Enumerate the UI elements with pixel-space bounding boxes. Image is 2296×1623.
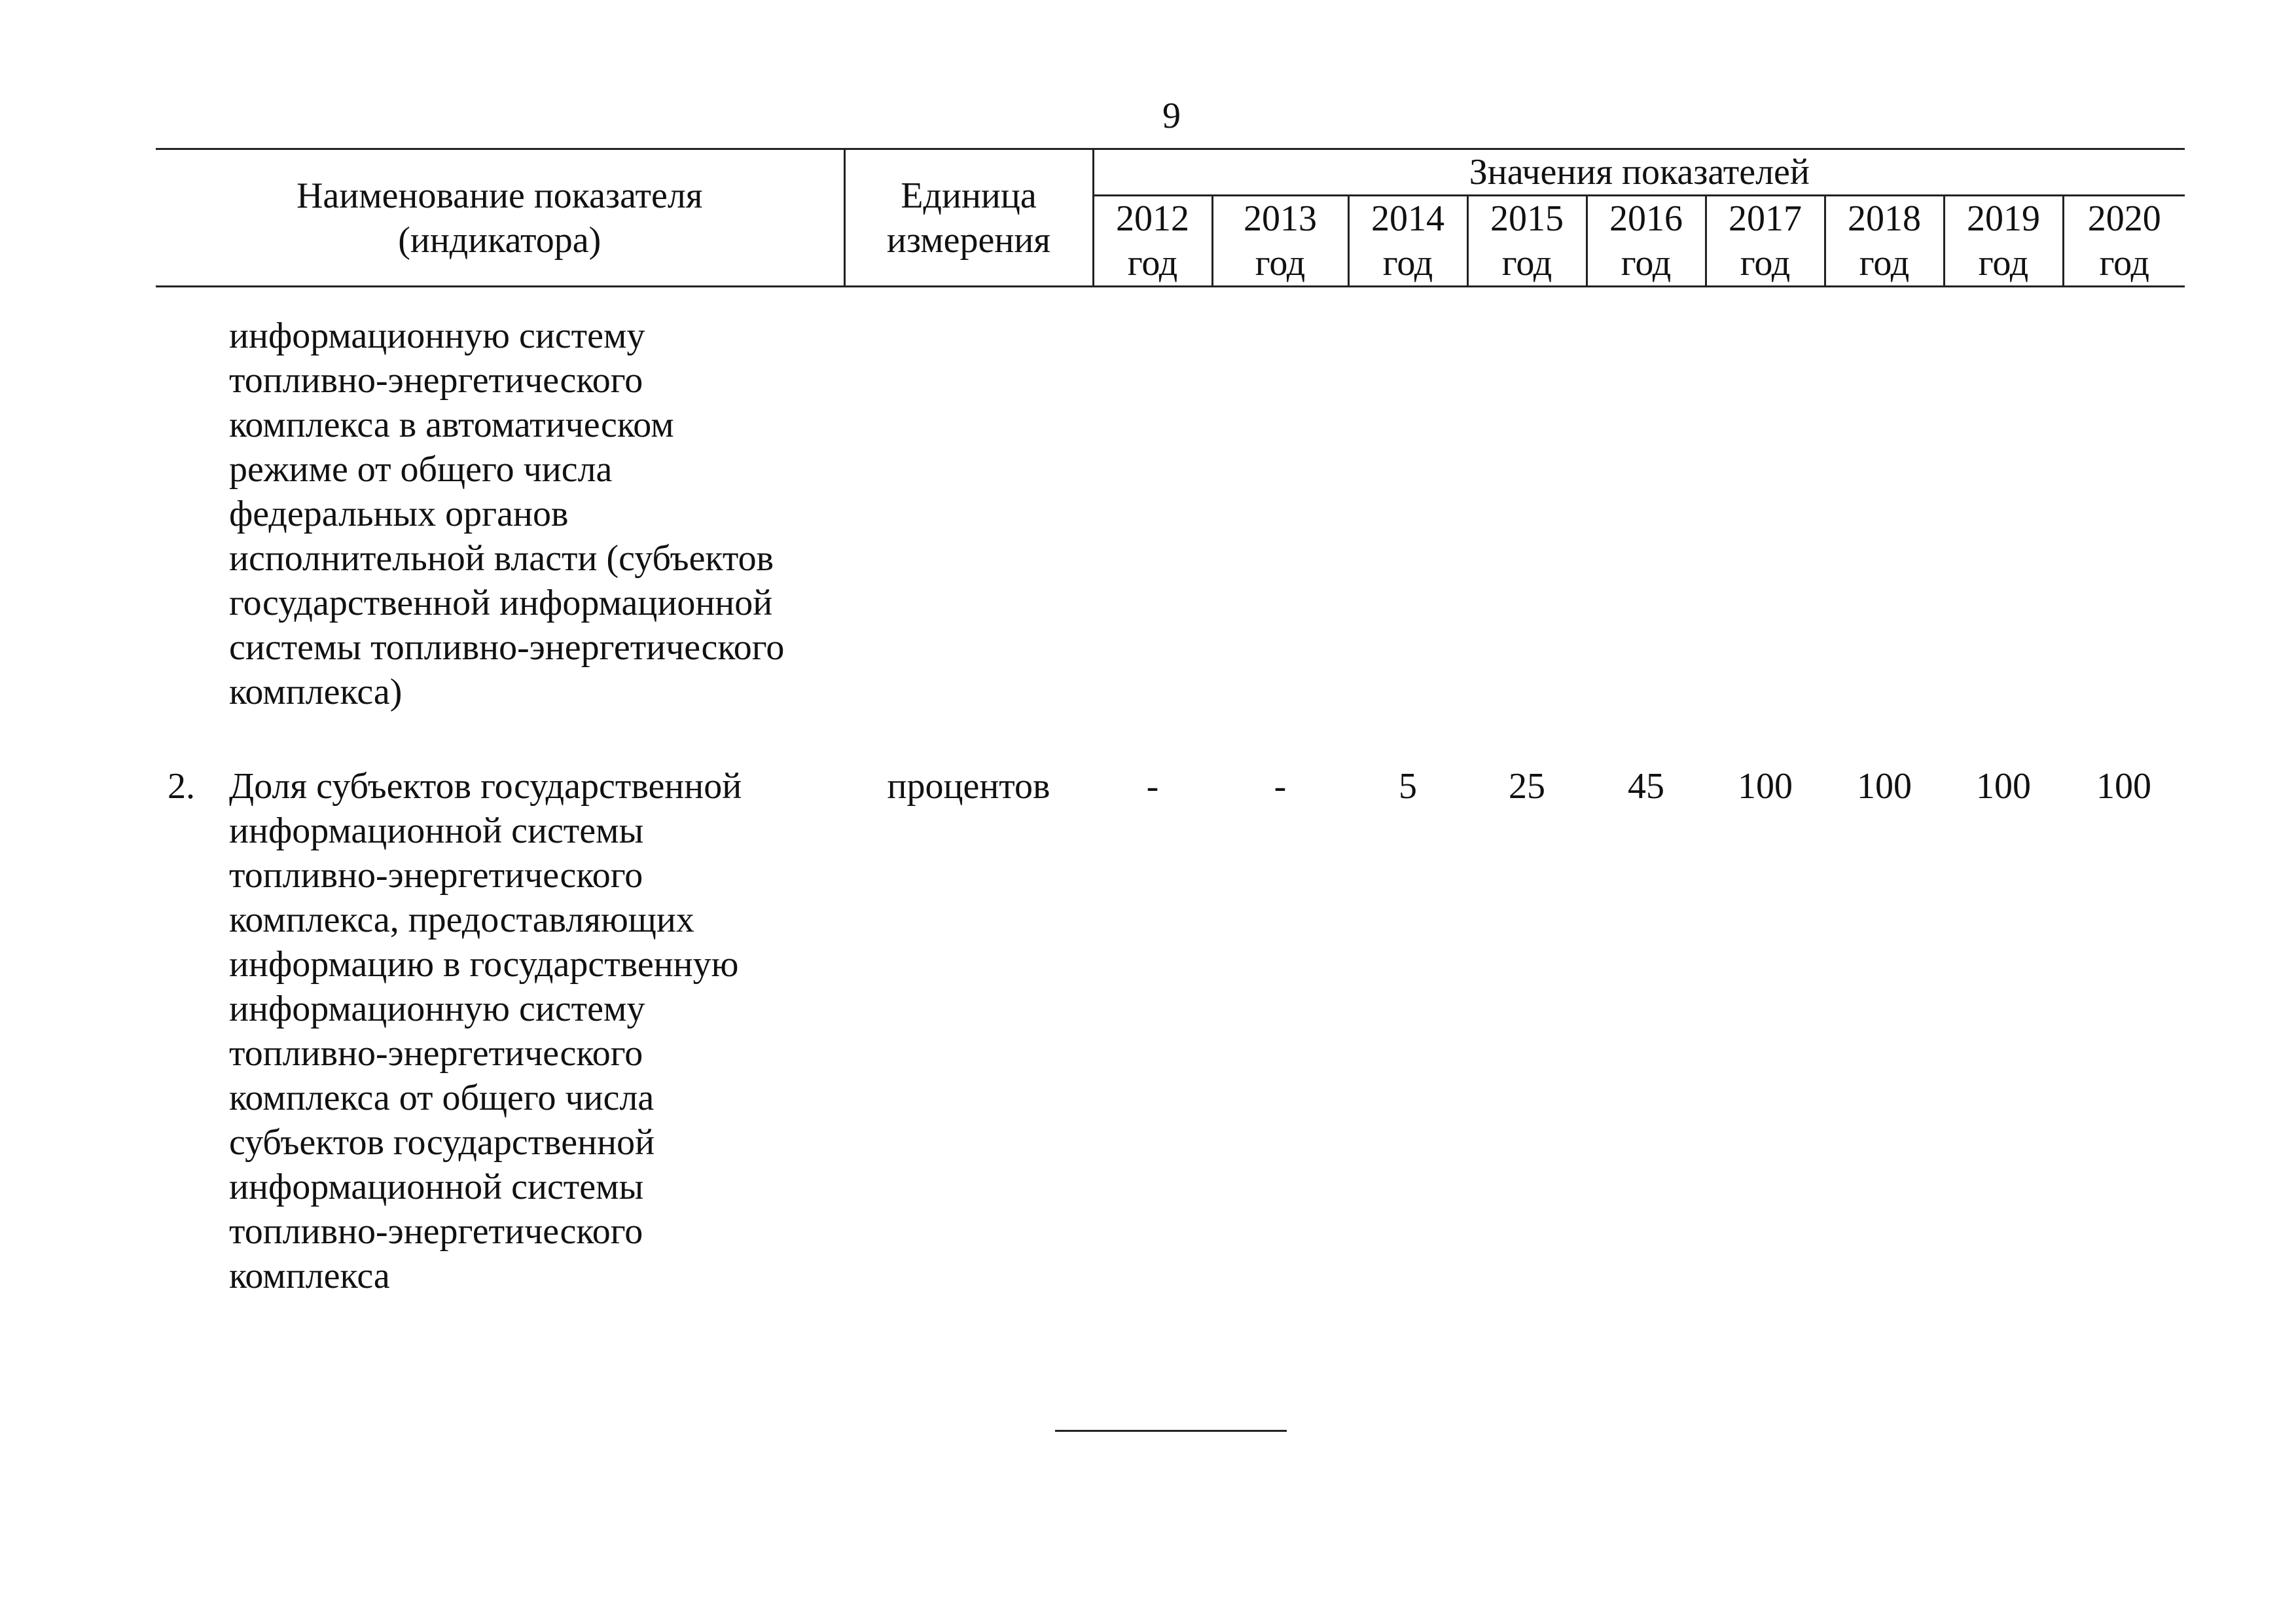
value-2015: 25 <box>1509 766 1545 807</box>
value-2019: 100 <box>1976 766 2031 807</box>
row-name-text: Доля субъектов государственной информационной системы топливно-энергетического комплекса, предоставляющих информацию в государственную информационную систему топливно-энергетического комплекса от общего числа субъектов государственной информационной системы топливно-энергетического комплекса <box>229 766 742 1296</box>
value-2016 <box>1587 314 1706 714</box>
value-2018: 100 <box>1857 766 1912 807</box>
table-header <box>156 149 2185 287</box>
value-2016: 45 <box>1628 766 1664 807</box>
row-unit: процентов <box>887 766 1050 807</box>
value-2017: 100 <box>1738 766 1793 807</box>
row-unit <box>844 314 1093 714</box>
row-indicator-name <box>156 764 844 1298</box>
table-row <box>156 764 2185 1298</box>
header-year-2012: 2012 год <box>1093 196 1212 287</box>
value-2014: 5 <box>1399 766 1417 807</box>
value-2018 <box>1825 314 1944 714</box>
header-year-2019: 2019 год <box>1944 196 2063 287</box>
page-number: 9 <box>1162 96 1181 136</box>
value-2012: - <box>1146 766 1159 807</box>
value-2013 <box>1212 314 1348 714</box>
value-2019 <box>1944 314 2063 714</box>
header-year-2018: 2018 год <box>1825 196 1944 287</box>
value-2015 <box>1467 314 1587 714</box>
header-year-2020: 2020 год <box>2063 196 2185 287</box>
header-year-2013: 2013 год <box>1212 196 1348 287</box>
value-2013: - <box>1274 766 1287 807</box>
header-year-2017: 2017 год <box>1706 196 1825 287</box>
row-number: 2. <box>168 766 195 807</box>
header-indicator-name: Наименование показателя (индикатора) <box>156 149 844 287</box>
header-year-2014: 2014 год <box>1348 196 1467 287</box>
table-body <box>156 287 2185 1299</box>
header-year-2016: 2016 год <box>1587 196 1706 287</box>
value-2017 <box>1706 314 1825 714</box>
value-2020 <box>2063 314 2185 714</box>
table-row <box>156 314 2185 714</box>
value-2012 <box>1093 314 1212 714</box>
row-name-text: информационную систему топливно-энергетического комплекса в автоматическом режиме от общего числа федеральных органов исполнительной власти (субъектов государственной информационной системы топливно-энергетического комплекса) <box>229 316 785 712</box>
header-unit: Единица измерения <box>844 149 1093 287</box>
header-values-group: Значения показателей <box>1093 149 2185 196</box>
end-of-document-rule <box>1055 1430 1287 1432</box>
value-2014 <box>1348 314 1467 714</box>
header-year-2015: 2015 год <box>1467 196 1587 287</box>
value-2020: 100 <box>2096 766 2152 807</box>
row-indicator-name <box>156 314 844 714</box>
indicators-table <box>156 148 2185 1298</box>
